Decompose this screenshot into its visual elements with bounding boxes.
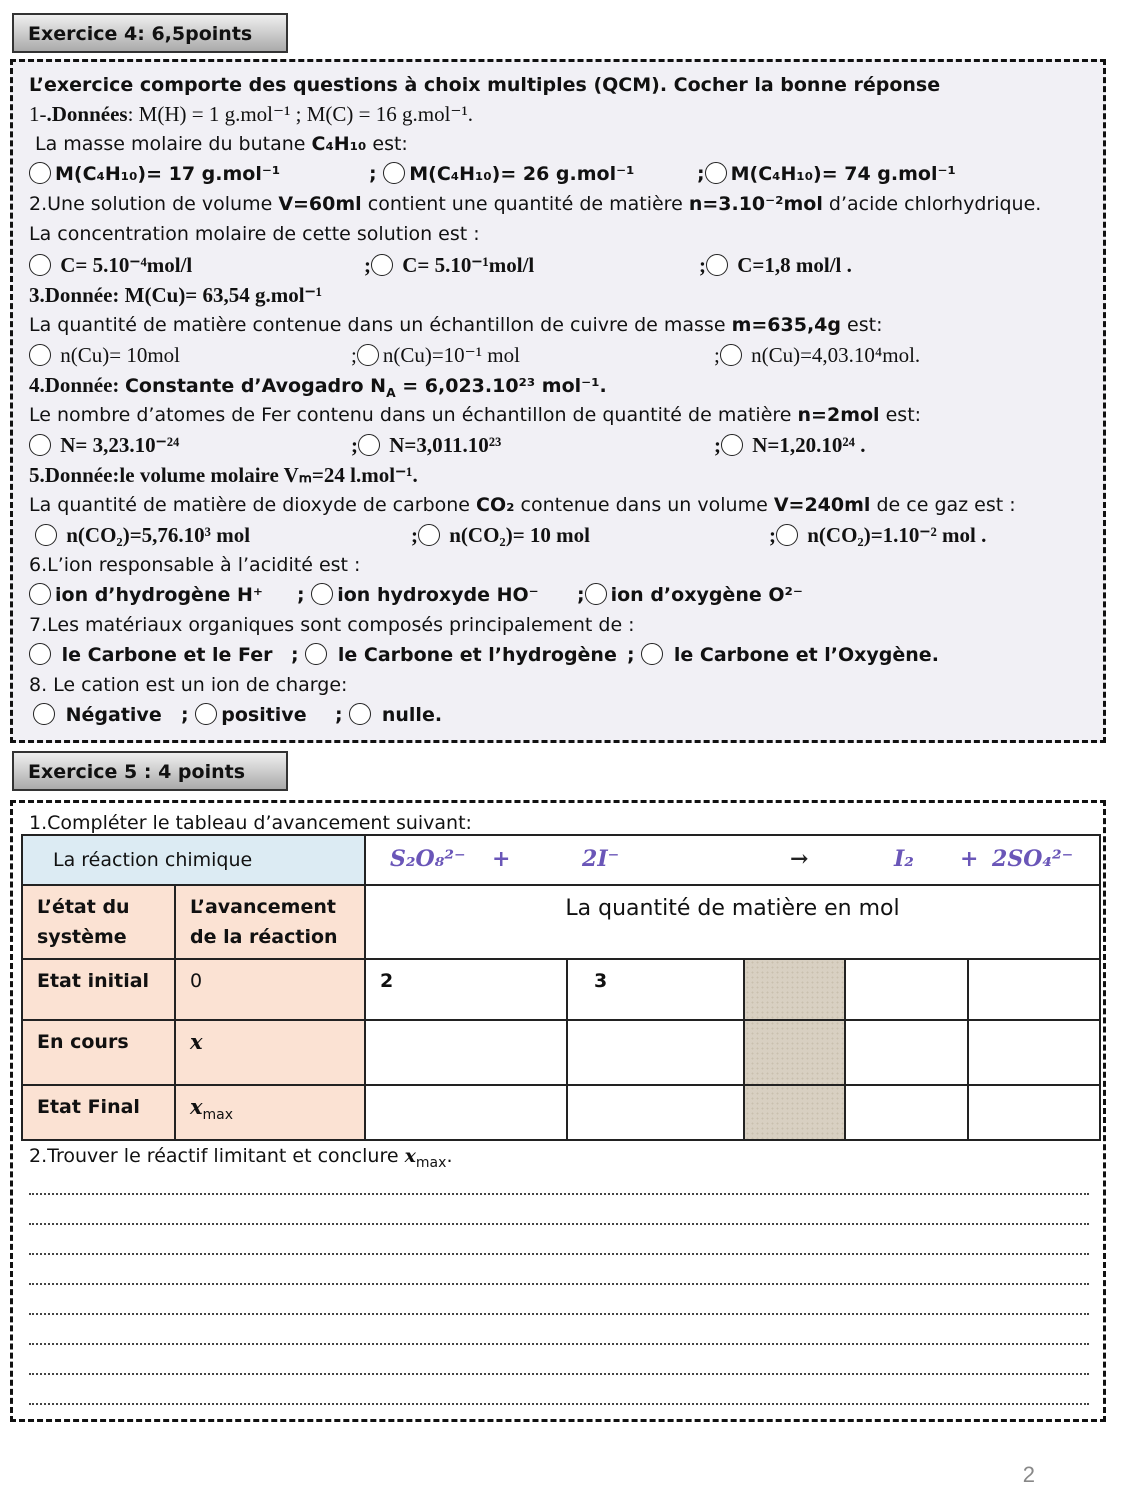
cell-s2o8[interactable] [365, 1020, 567, 1085]
eq-product-2: 2SO₄²⁻ [992, 846, 1074, 872]
q6-question: 6.L’ion responsable à l’acidité est : [29, 554, 361, 576]
radio-q6-c[interactable] [585, 583, 607, 605]
eq-plus-1: + [492, 846, 511, 872]
ex5-q1: 1.Compléter le tableau d’avancement suivant: [29, 812, 472, 834]
cell-i2[interactable] [845, 1085, 968, 1140]
answer-line[interactable] [29, 1175, 1089, 1195]
q4-question: Le nombre d’atomes de Fer contenu dans un échantillon de quantité de matière n=2mol est: [29, 404, 922, 426]
q1-question: La masse molaire du butane C₄H₁₀ est: [35, 133, 408, 155]
radio-q7-c[interactable] [641, 643, 663, 665]
radio-q8-c[interactable] [349, 703, 371, 725]
cell-iodide[interactable]: 3 [567, 959, 744, 1020]
cell-arrow-col [744, 1085, 845, 1140]
q1-options: M(C₄H₁₀)= 17 g.mol⁻¹ ; M(C₄H₁₀)= 26 g.mol⁻¹ ; M(C₄H₁₀)= 74 g.mol⁻¹ [29, 159, 1097, 189]
avancement-label: L’avancement de la réaction [175, 885, 365, 959]
q2-statement: 2.Une solution de volume V=60ml contient une quantité de matière n=3.10⁻²mol d’acide chlorhydrique. [29, 193, 1042, 215]
radio-q3-a[interactable] [29, 344, 51, 366]
radio-q3-c[interactable] [720, 344, 742, 366]
radio-q1-b[interactable] [383, 162, 405, 184]
q8-question: 8. Le cation est un ion de charge: [29, 674, 348, 696]
ex5-q2: 2.Trouver le réactif limitant et conclure $x_{max}$. [29, 1145, 453, 1171]
cell-so4[interactable] [968, 1085, 1100, 1140]
row-etat: En cours [22, 1020, 175, 1085]
radio-q8-a[interactable] [33, 703, 55, 725]
exercise-5-title: Exercice 5 : 4 points [12, 751, 288, 791]
radio-q2-c[interactable] [706, 254, 728, 276]
q2-question: La concentration molaire de cette solution est : [29, 223, 480, 245]
radio-q5-c[interactable] [776, 524, 798, 546]
q5-options: n(CO₂)=5,76.10³ mol ; n(CO₂)= 10 mol ; n(CO₂)=1.10⁻² mol . [29, 520, 1097, 550]
radio-q2-b[interactable] [371, 254, 393, 276]
answer-line[interactable] [29, 1385, 1089, 1405]
table-row [22, 959, 1100, 1020]
radio-q7-a[interactable] [29, 643, 51, 665]
q5-donnee: 5.Donnée:le volume molaire Vₘ=24 l.mol⁻¹. [29, 463, 418, 487]
cell-s2o8[interactable] [365, 1085, 567, 1140]
quantite-label: La quantité de matière en mol [365, 885, 1100, 959]
reaction-equation [365, 835, 1100, 885]
cell-s2o8[interactable]: 2 [365, 959, 567, 1020]
q1-data: 1-.Données: M(H) = 1 g.mol⁻¹ ; M(C) = 16 g.mol⁻¹. [29, 102, 474, 126]
radio-q5-a[interactable] [35, 524, 57, 546]
exercise-5-box [10, 800, 1106, 1422]
q5-question: La quantité de matière de dioxyde de carbone CO₂ contenue dans un volume V=240ml de ce gaz est : [29, 494, 1016, 516]
row-etat: Etat initial [22, 959, 175, 1020]
answer-line[interactable] [29, 1205, 1089, 1225]
row-avancement: x [175, 1020, 365, 1085]
exercise-4-title: Exercice 4: 6,5points [12, 13, 288, 53]
cell-i2[interactable] [845, 959, 968, 1020]
answer-line[interactable] [29, 1355, 1089, 1375]
cell-i2[interactable] [845, 1020, 968, 1085]
advancement-table [21, 834, 1101, 1141]
table-row [22, 1085, 1100, 1140]
radio-q5-b[interactable] [418, 524, 440, 546]
q4-options: N= 3,23.10⁻²⁴ ; N=3,011.10²³ ; N=1,20.10²⁴ . [29, 430, 1097, 460]
q4-donnee: 4.Donnée: Constante d’Avogadro $N_A = 6,023.10^{23}$ mol⁻¹. [29, 373, 607, 400]
cell-arrow-col [744, 1020, 845, 1085]
radio-q1-c[interactable] [705, 162, 727, 184]
row-etat: Etat Final [22, 1085, 175, 1140]
q3-question: La quantité de matière contenue dans un échantillon de cuivre de masse m=635,4g est: [29, 314, 883, 336]
radio-q3-b[interactable] [357, 344, 379, 366]
radio-q6-a[interactable] [29, 583, 51, 605]
row-avancement: $x_{max}$ [175, 1085, 365, 1140]
cell-iodide[interactable] [567, 1020, 744, 1085]
radio-q6-b[interactable] [311, 583, 333, 605]
eq-reactant-1: S₂O₈²⁻ [390, 846, 466, 872]
q7-options: le Carbone et le Fer ; le Carbone et l’hydrogène ; le Carbone et l’Oxygène. [29, 640, 1097, 670]
radio-q7-b[interactable] [305, 643, 327, 665]
cell-arrow-col [744, 959, 845, 1020]
eq-arrow: → [790, 846, 809, 872]
row-avancement: 0 [175, 959, 365, 1020]
cell-so4[interactable] [968, 959, 1100, 1020]
q8-options: Négative ; positive ; nulle. [29, 700, 1097, 730]
radio-q4-b[interactable] [358, 434, 380, 456]
answer-line[interactable] [29, 1325, 1089, 1345]
answer-line[interactable] [29, 1295, 1089, 1315]
q3-options: n(Cu)= 10mol ; n(Cu)=10⁻¹ mol ; n(Cu)=4,03.10⁴mol. [29, 340, 1097, 370]
answer-line[interactable] [29, 1265, 1089, 1285]
radio-q4-c[interactable] [721, 434, 743, 456]
exercise-4-box [10, 59, 1106, 743]
q6-options: ion d’hydrogène H⁺ ; ion hydroxyde HO⁻ ; ion d’oxygène O²⁻ [29, 580, 1097, 610]
eq-plus-2: + [960, 846, 979, 872]
radio-q8-b[interactable] [195, 703, 217, 725]
eq-reactant-2: 2I⁻ [582, 846, 620, 872]
radio-q4-a[interactable] [29, 434, 51, 456]
eq-product-1: I₂ [894, 846, 914, 872]
page-number: 2 [1022, 1462, 1035, 1487]
reaction-label: La réaction chimique [22, 835, 365, 885]
table-row [22, 1020, 1100, 1085]
cell-iodide[interactable] [567, 1085, 744, 1140]
q3-donnee: 3.Donnée: M(Cu)= 63,54 g.mol⁻¹ [29, 283, 322, 307]
q2-options: C= 5.10⁻⁴mol/l ; C= 5.10⁻¹mol/l ; C=1,8 mol/l . [29, 250, 1097, 280]
radio-q1-a[interactable] [29, 162, 51, 184]
q7-question: 7.Les matériaux organiques sont composés principalement de : [29, 614, 635, 636]
intro: L’exercice comporte des questions à choix multiples (QCM). Cocher la bonne réponse [29, 74, 941, 96]
radio-q2-a[interactable] [29, 254, 51, 276]
etat-label: L’état du système [22, 885, 175, 959]
answer-line[interactable] [29, 1235, 1089, 1255]
cell-so4[interactable] [968, 1020, 1100, 1085]
